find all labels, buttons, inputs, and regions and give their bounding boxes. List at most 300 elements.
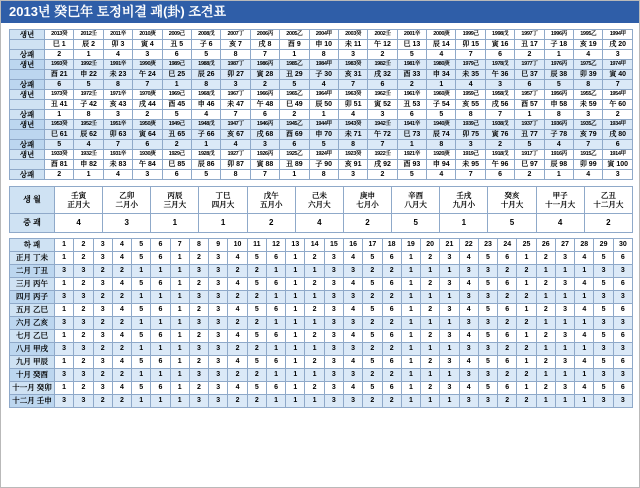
upper-gua-cell: 3	[338, 50, 367, 60]
lower-gua-value-cell: 2	[93, 343, 112, 356]
year-cell: 1994甲	[603, 30, 633, 40]
lower-gua-value-cell: 1	[401, 252, 420, 265]
lower-gua-value-cell: 1	[517, 304, 536, 317]
ganzhi-age-cell: 子 78	[544, 130, 573, 140]
ganzhi-age-cell: 卯 51	[338, 100, 367, 110]
upper-gua-cell: 2	[45, 50, 74, 60]
ganzhi-age-cell: 丑 5	[162, 40, 191, 50]
lower-gua-value-cell: 2	[247, 317, 266, 330]
birth-year-label: 생년	[10, 60, 45, 70]
lower-gua-value-cell: 3	[613, 343, 632, 356]
ganzhi-age-row	[10, 130, 633, 140]
lower-gua-value-cell: 6	[382, 278, 401, 291]
upper-gua-cell: 3	[221, 80, 250, 90]
upper-gua-label: 상괘	[10, 140, 45, 150]
ganzhi-age-spacer	[10, 130, 45, 140]
lower-gua-value-cell: 6	[266, 330, 285, 343]
month-cell-10	[536, 187, 584, 214]
year-cell: 1946丙	[250, 120, 279, 130]
year-cell: 1917丁	[515, 150, 544, 160]
lower-gua-value-cell: 1	[55, 356, 74, 369]
year-cell: 1983癸	[338, 60, 367, 70]
lower-gua-value-cell: 5	[132, 330, 151, 343]
year-cell: 1924甲	[309, 150, 338, 160]
year-cell: 1944甲	[309, 120, 338, 130]
lower-gua-value-cell: 1	[401, 369, 420, 382]
lower-gua-value-cell: 1	[286, 356, 305, 369]
ganzhi-age-cell: 申 70	[309, 130, 338, 140]
lower-gua-value-cell: 4	[459, 304, 478, 317]
lower-gua-value-cell: 2	[421, 304, 440, 317]
lower-gua-value-cell: 6	[498, 252, 517, 265]
month-gz-6: 庚申	[360, 190, 376, 200]
lower-gua-value-cell: 1	[170, 395, 189, 408]
upper-gua-cell: 1	[544, 50, 573, 60]
lower-gua-value-cell: 3	[343, 265, 362, 278]
lower-gua-value-cell: 3	[93, 252, 112, 265]
lower-gua-value-cell: 1	[55, 382, 74, 395]
ganzhi-age-cell: 辰 86	[191, 160, 220, 170]
upper-gua-cell: 8	[309, 50, 338, 60]
lower-gua-value-cell: 6	[613, 304, 632, 317]
lower-gua-value-cell: 1	[440, 395, 459, 408]
upper-gua-cell: 7	[485, 110, 514, 120]
lower-gua-value-cell: 4	[343, 330, 362, 343]
year-cell: 2007丁	[221, 30, 250, 40]
lower-gua-value-cell: 1	[151, 343, 170, 356]
lower-gua-value-cell: 2	[421, 252, 440, 265]
lower-gua-value-cell: 1	[575, 343, 594, 356]
lower-gua-value-cell: 5	[363, 252, 382, 265]
lower-gua-value-cell: 6	[266, 356, 285, 369]
day-number-cell: 19	[401, 239, 420, 252]
lower-gua-value-cell: 4	[343, 278, 362, 291]
upper-gua-cell: 6	[162, 50, 191, 60]
lower-gua-value-cell: 1	[575, 291, 594, 304]
upper-gua-cell: 5	[162, 110, 191, 120]
lower-gua-value-cell: 3	[343, 369, 362, 382]
lower-gua-value-cell: 3	[93, 382, 112, 395]
lower-gua-value-cell: 2	[247, 369, 266, 382]
lower-gua-value-cell: 3	[324, 395, 343, 408]
year-cell: 1942壬	[368, 120, 397, 130]
lower-gua-value-cell: 4	[459, 252, 478, 265]
year-cell: 1999己	[456, 30, 485, 40]
ganzhi-age-cell: 戌 56	[485, 100, 514, 110]
lower-gua-value-cell: 1	[286, 317, 305, 330]
month-name-8: 九月小	[452, 200, 476, 209]
upper-gua-cell: 2	[45, 170, 74, 180]
lower-gua-value-cell: 2	[189, 382, 208, 395]
lower-gua-value-cell: 3	[324, 252, 343, 265]
lower-gua-value-cell: 1	[401, 278, 420, 291]
lower-gua-value-cell: 3	[343, 343, 362, 356]
lower-gua-value-cell: 3	[189, 265, 208, 278]
lower-gua-value-cell: 5	[363, 382, 382, 395]
ganzhi-age-cell: 寅 40	[603, 70, 633, 80]
upper-gua-label: 상괘	[10, 80, 45, 90]
lower-gua-value-cell: 2	[247, 343, 266, 356]
ganzhi-age-cell: 卯 87	[221, 160, 250, 170]
lower-gua-value-cell: 2	[382, 265, 401, 278]
lower-gua-value-cell: 2	[421, 278, 440, 291]
ganzhi-age-cell: 寅 64	[133, 130, 162, 140]
lower-gua-value-cell: 4	[112, 330, 131, 343]
ganzhi-age-cell: 卯 15	[456, 40, 485, 50]
ganzhi-age-cell: 申 46	[191, 100, 220, 110]
year-cell: 1930庚	[133, 150, 162, 160]
lower-gua-value-cell: 1	[286, 395, 305, 408]
lower-gua-value-cell: 3	[324, 369, 343, 382]
lower-gua-value-cell: 1	[401, 304, 420, 317]
upper-gua-cell: 7	[603, 80, 633, 90]
lower-gua-value-cell: 3	[459, 369, 478, 382]
upper-gua-cell: 5	[191, 50, 220, 60]
year-cell: 1938戊	[485, 120, 514, 130]
month-name-4: 五月小	[259, 200, 283, 209]
lower-gua-value-cell: 3	[189, 395, 208, 408]
year-cell: 1973癸	[45, 90, 74, 100]
lower-gua-month-row	[10, 291, 633, 304]
year-cell: 1956丙	[544, 90, 573, 100]
lower-gua-value-cell: 1	[132, 369, 151, 382]
lower-gua-value-cell: 1	[151, 369, 170, 382]
lower-gua-value-cell: 4	[228, 330, 247, 343]
lower-gua-value-cell: 1	[401, 343, 420, 356]
day-number-cell: 7	[170, 239, 189, 252]
lower-gua-value-cell: 5	[247, 330, 266, 343]
year-cell: 1995乙	[574, 30, 603, 40]
lower-gua-value-cell: 2	[189, 252, 208, 265]
ganzhi-age-cell: 午 36	[485, 70, 514, 80]
year-cell: 1989己	[162, 60, 191, 70]
lower-gua-value-cell: 2	[93, 317, 112, 330]
upper-gua-cell: 5	[74, 80, 103, 90]
month-gz-11: 乙丑	[600, 190, 616, 200]
lower-gua-value-cell: 4	[343, 356, 362, 369]
year-cell: 1966丙	[250, 90, 279, 100]
lower-gua-value-cell: 3	[478, 291, 497, 304]
ganzhi-age-cell: 午 72	[368, 130, 397, 140]
lower-gua-label: 하 괘	[10, 239, 55, 252]
lower-gua-value-cell: 1	[170, 369, 189, 382]
lower-gua-value-cell: 2	[74, 252, 93, 265]
year-cell: 1967丁	[221, 90, 250, 100]
upper-gua-cell: 5	[309, 140, 338, 150]
lower-gua-value-cell: 1	[151, 291, 170, 304]
year-cell: 2002壬	[368, 30, 397, 40]
upper-gua-cell: 2	[133, 110, 162, 120]
lower-gua-value-cell: 5	[478, 278, 497, 291]
lower-gua-value-cell: 1	[55, 304, 74, 317]
lower-gua-value-cell: 3	[74, 395, 93, 408]
lower-gua-value-cell: 1	[421, 317, 440, 330]
lower-gua-value-cell: 1	[170, 304, 189, 317]
lower-gua-value-cell: 2	[247, 265, 266, 278]
day-number-cell: 20	[421, 239, 440, 252]
lower-gua-value-cell: 2	[536, 252, 555, 265]
year-cell: 1950庚	[133, 120, 162, 130]
day-number-cell: 6	[151, 239, 170, 252]
lower-gua-value-cell: 3	[209, 369, 228, 382]
ganzhi-age-cell: 子 54	[427, 100, 456, 110]
year-cell: 2011辛	[103, 30, 132, 40]
day-number-cell: 18	[382, 239, 401, 252]
lower-gua-value-cell: 2	[517, 343, 536, 356]
year-cell: 1923癸	[338, 150, 367, 160]
lower-gua-value-cell: 1	[266, 395, 285, 408]
month-gz-5: 己未	[311, 190, 327, 200]
lower-gua-value-cell: 1	[305, 291, 324, 304]
ganzhi-age-cell: 巳 61	[45, 130, 74, 140]
year-cell: 1943癸	[338, 120, 367, 130]
lower-gua-value-cell: 2	[536, 304, 555, 317]
ganzhi-age-cell: 酉 81	[45, 160, 74, 170]
year-cell: 1941辛	[397, 120, 426, 130]
middle-gua-label: 중 괘	[10, 214, 55, 233]
ganzhi-age-cell: 申 10	[309, 40, 338, 50]
ganzhi-age-cell: 戌 8	[250, 40, 279, 50]
lower-gua-value-cell: 2	[382, 291, 401, 304]
lower-gua-value-cell: 4	[112, 304, 131, 317]
month-name-0: 正月大	[67, 200, 90, 209]
lower-gua-value-cell: 1	[421, 265, 440, 278]
ganzhi-age-cell: 亥 67	[221, 130, 250, 140]
lower-gua-value-cell: 3	[324, 330, 343, 343]
year-cell: 1965乙	[280, 90, 309, 100]
upper-gua-cell: 1	[397, 140, 426, 150]
lower-gua-value-cell: 2	[382, 369, 401, 382]
year-cell: 1981辛	[397, 60, 426, 70]
ganzhi-age-cell: 子 18	[544, 40, 573, 50]
ganzhi-age-cell: 卯 27	[221, 70, 250, 80]
lower-gua-value-cell: 3	[209, 382, 228, 395]
upper-gua-cell: 2	[250, 80, 279, 90]
upper-gua-cell: 2	[397, 80, 426, 90]
lower-gua-month-label: 正月 丁未	[10, 252, 55, 265]
upper-gua-cell: 7	[103, 140, 132, 150]
lower-gua-value-cell: 1	[170, 330, 189, 343]
lower-gua-value-cell: 5	[594, 356, 613, 369]
lower-gua-value-cell: 1	[286, 278, 305, 291]
lower-gua-value-cell: 3	[324, 382, 343, 395]
year-cell: 1919己	[456, 150, 485, 160]
lower-gua-value-cell: 2	[363, 317, 382, 330]
lower-gua-value-cell: 5	[478, 382, 497, 395]
lower-gua-value-cell: 4	[459, 330, 478, 343]
lower-gua-value-cell: 1	[151, 395, 170, 408]
lower-gua-value-cell: 4	[343, 304, 362, 317]
ganzhi-age-cell: 辰 50	[309, 100, 338, 110]
middle-gua-11: 2	[584, 214, 632, 233]
year-cell: 1947丁	[221, 120, 250, 130]
lower-gua-value-cell: 4	[575, 356, 594, 369]
lower-gua-value-cell: 3	[209, 265, 228, 278]
lower-gua-value-cell: 5	[132, 252, 151, 265]
lower-gua-month-row	[10, 330, 633, 343]
year-cell: 1953癸	[45, 120, 74, 130]
lower-gua-month-label: 十一月 癸卯	[10, 382, 55, 395]
upper-gua-cell: 7	[456, 50, 485, 60]
month-gz-1: 乙卯	[119, 190, 135, 200]
year-cell: 2003癸	[338, 30, 367, 40]
lower-gua-value-cell: 2	[228, 395, 247, 408]
lower-gua-value-cell: 5	[594, 252, 613, 265]
lower-gua-value-cell: 2	[305, 330, 324, 343]
month-name-9: 十月大	[500, 200, 524, 209]
middle-gua-1: 3	[103, 214, 151, 233]
lower-gua-value-cell: 5	[132, 382, 151, 395]
upper-gua-cell: 5	[397, 170, 426, 180]
birth-year-label: 생년	[10, 30, 45, 40]
upper-gua-cell: 7	[250, 170, 279, 180]
lower-gua-value-cell: 2	[363, 291, 382, 304]
lower-gua-value-cell: 3	[189, 317, 208, 330]
year-cell: 1980庚	[427, 60, 456, 70]
lower-gua-value-cell: 6	[382, 356, 401, 369]
ganzhi-age-cell: 未 35	[456, 70, 485, 80]
lower-gua-value-cell: 2	[363, 265, 382, 278]
lower-gua-value-cell: 1	[132, 317, 151, 330]
lower-gua-value-cell: 2	[228, 369, 247, 382]
lower-gua-value-cell: 5	[132, 278, 151, 291]
lower-gua-value-cell: 3	[343, 395, 362, 408]
upper-gua-cell: 2	[368, 50, 397, 60]
ganzhi-age-cell: 酉 33	[397, 70, 426, 80]
year-cell: 1985乙	[280, 60, 309, 70]
lower-gua-value-cell: 3	[55, 343, 74, 356]
month-gz-10: 甲子	[552, 190, 568, 200]
lower-gua-value-cell: 2	[189, 304, 208, 317]
day-number-cell: 12	[266, 239, 285, 252]
lower-gua-value-cell: 2	[305, 304, 324, 317]
lower-gua-value-cell: 2	[305, 278, 324, 291]
lower-gua-value-cell: 3	[478, 343, 497, 356]
lower-gua-value-cell: 3	[478, 395, 497, 408]
day-number-cell: 15	[324, 239, 343, 252]
ganzhi-age-cell: 巳 85	[162, 160, 191, 170]
day-number-cell: 10	[228, 239, 247, 252]
year-cell: 1998戊	[485, 30, 514, 40]
ganzhi-age-cell: 未 11	[338, 40, 367, 50]
lower-gua-value-cell: 3	[74, 291, 93, 304]
day-number-cell: 27	[555, 239, 574, 252]
lower-gua-value-cell: 5	[363, 278, 382, 291]
lower-gua-value-cell: 5	[478, 330, 497, 343]
lower-gua-value-cell: 3	[324, 317, 343, 330]
lower-gua-value-cell: 1	[286, 330, 305, 343]
lower-gua-month-row	[10, 252, 633, 265]
lower-gua-value-cell: 3	[324, 291, 343, 304]
day-number-cell: 26	[536, 239, 555, 252]
month-header-row	[10, 187, 633, 214]
lower-gua-value-cell: 5	[247, 356, 266, 369]
lower-gua-value-cell: 4	[459, 356, 478, 369]
lower-gua-value-cell: 3	[93, 278, 112, 291]
year-cell: 1997丁	[515, 30, 544, 40]
lower-gua-value-cell: 2	[498, 369, 517, 382]
lower-gua-value-cell: 5	[247, 304, 266, 317]
year-cell: 1939己	[456, 120, 485, 130]
lower-gua-value-cell: 1	[170, 382, 189, 395]
lower-gua-value-cell: 3	[555, 356, 574, 369]
year-cell: 1990庚	[133, 60, 162, 70]
lower-gua-value-cell: 3	[594, 395, 613, 408]
month-name-3: 四月大	[211, 200, 235, 209]
year-cell: 1972壬	[74, 90, 103, 100]
year-cell: 1952壬	[74, 120, 103, 130]
middle-gua-8: 1	[440, 214, 488, 233]
ganzhi-age-cell: 酉 45	[162, 100, 191, 110]
lower-gua-value-cell: 3	[189, 369, 208, 382]
year-cell: 1961辛	[397, 90, 426, 100]
lower-gua-value-cell: 1	[575, 369, 594, 382]
upper-gua-cell: 7	[133, 80, 162, 90]
year-cell: 1918戊	[485, 150, 514, 160]
day-number-cell: 3	[93, 239, 112, 252]
lower-gua-value-cell: 1	[575, 395, 594, 408]
lower-gua-value-cell: 6	[613, 278, 632, 291]
lower-gua-value-cell: 6	[382, 382, 401, 395]
lower-gua-value-cell: 1	[286, 265, 305, 278]
year-cell: 2009己	[162, 30, 191, 40]
lower-gua-value-cell: 1	[286, 343, 305, 356]
month-gz-9: 癸亥	[504, 190, 520, 200]
upper-gua-cell: 7	[574, 140, 603, 150]
lower-gua-value-cell: 1	[151, 265, 170, 278]
lower-gua-value-cell: 4	[459, 382, 478, 395]
lower-gua-value-cell: 4	[343, 252, 362, 265]
lower-gua-value-cell: 2	[421, 330, 440, 343]
year-cell: 1986丙	[250, 60, 279, 70]
ganzhi-age-cell: 寅 88	[250, 160, 279, 170]
upper-gua-cell: 6	[45, 80, 74, 90]
upper-gua-cell: 4	[427, 170, 456, 180]
upper-gua-cell: 8	[103, 80, 132, 90]
lower-gua-value-cell: 3	[555, 252, 574, 265]
ganzhi-age-cell: 未 47	[221, 100, 250, 110]
ganzhi-age-cell: 寅 16	[485, 40, 514, 50]
ganzhi-age-cell: 亥 7	[221, 40, 250, 50]
upper-gua-cell: 3	[603, 50, 633, 60]
year-cell: 1964甲	[309, 90, 338, 100]
lower-gua-value-cell: 1	[517, 252, 536, 265]
lower-gua-value-cell: 1	[286, 291, 305, 304]
lower-gua-value-cell: 6	[382, 304, 401, 317]
upper-gua-cell: 8	[574, 80, 603, 90]
lower-gua-value-cell: 2	[517, 265, 536, 278]
month-name-2: 三月大	[163, 200, 187, 209]
year-cell: 1976丙	[544, 60, 573, 70]
year-cell: 1982壬	[368, 60, 397, 70]
upper-gua-cell: 2	[485, 140, 514, 150]
lower-gua-value-cell: 5	[594, 278, 613, 291]
lower-gua-month-row	[10, 343, 633, 356]
upper-gua-row	[10, 140, 633, 150]
ganzhi-age-cell: 辰 98	[544, 160, 573, 170]
page-title: 2013년 癸巳年 토정비결 괘(卦) 조견표	[1, 1, 639, 23]
month-name-6: 七月小	[356, 200, 379, 209]
month-cell-7	[392, 187, 440, 214]
lower-gua-value-cell: 2	[112, 369, 131, 382]
birth-year-row	[10, 30, 633, 40]
lower-gua-value-cell: 2	[421, 382, 440, 395]
year-cell: 1954甲	[603, 90, 633, 100]
ganzhi-age-cell: 卯 75	[456, 130, 485, 140]
lower-gua-month-label: 九月 甲辰	[10, 356, 55, 369]
lower-gua-value-cell: 2	[363, 369, 382, 382]
lower-gua-value-cell: 2	[112, 317, 131, 330]
